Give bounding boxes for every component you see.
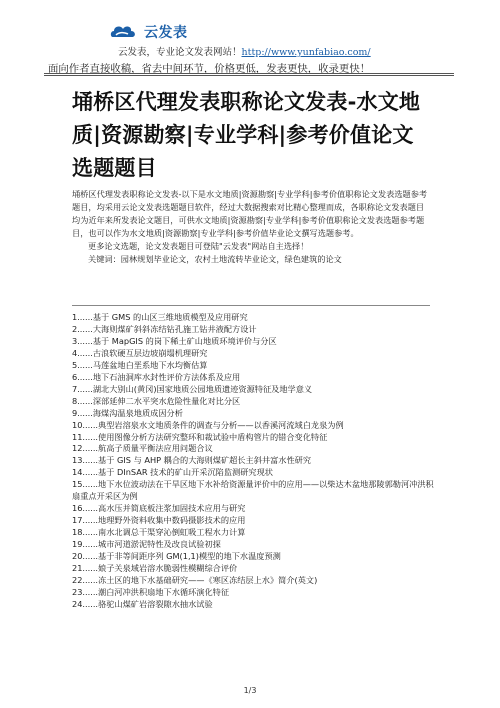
list-item: 12......航高子质量平衡法应用问题合议 bbox=[72, 443, 213, 454]
list-item: 17......地理野外资料收集中数码摄影技术的应用 bbox=[72, 515, 246, 526]
list-item: 15......地下水位波动法在干旱区地下水补给资源量评价中的应用——以柴达木盆地那陵郭勒河冲洪积扇重点开采区为例 bbox=[72, 479, 434, 502]
list-item: 5......马莲盆地白垩系地下水均衡估算 bbox=[72, 359, 208, 370]
list-item: 8......深部延伸二水平突水危险性量化对比分区 bbox=[72, 395, 241, 406]
list-item: 19......城市河道淤泥特性及改良试验初探 bbox=[72, 539, 221, 550]
list-item: 24......骆驼山煤矿岩溶裂隙水抽水试验 bbox=[72, 598, 213, 609]
page-title: 埇桥区代理发表职称论文发表-水文地质|资源勘察|专业学科|参考价值论文选题题目 bbox=[72, 90, 421, 180]
list-item: 11......使用图像分析方法研究整环和裁试验中盾构管片的错合变化特征 bbox=[72, 431, 328, 442]
list-item: 7......湖北大别山(黄冈)国家地质公园地质遗迹资源特征及地学意义 bbox=[72, 383, 313, 394]
list-item: 3......基于 MapGIS 的岗下稀土矿山地质环境评价与分区 bbox=[72, 335, 277, 346]
list-item: 21......娘子关泉域岩溶水脆弱性模糊综合评价 bbox=[72, 563, 238, 574]
list-item: 6......地下石油洞库水封性评价方法体系及应用 bbox=[72, 371, 241, 382]
list-item: 1......基于 GMS 的山区三维地质模型及应用研究 bbox=[72, 312, 248, 322]
list-item: 14......基于 DInSAR 技术的矿山开采沉陷监测研究现状 bbox=[72, 467, 273, 478]
list-item: 2......大海则煤矿斜斜冻结钻孔施工钻井液配方设计 bbox=[72, 323, 257, 334]
slogan: 面向作者直接收稿，省去中间环节，价格更低，发表更快，收录更快！ bbox=[48, 63, 371, 75]
list-item: 20......基于非等间距序列 GM(1,1)模型的地下水温度预测 bbox=[72, 551, 281, 562]
list-item: 22......冻土区的地下水基础研究——《寒区冻结层上水》简介(英文) bbox=[72, 574, 318, 585]
header-rule-thin bbox=[44, 75, 454, 76]
intro-paragraph: 埇桥区代理发表职称论文发表-以下是水文地质|资源勘察|专业学科|参考价值职称论文发表选题参考题目，均采用云论文发表选题题目软件，经过大数据搜索对比精心整理而成，各职称论文发表题目均为近年来所发表论文题目，可供水文地质|资源勘察|专业学科|参考价值职称论文发表选题参考题目，也可以作为水文地质|资源勘察|专业学科|参考价值毕业论文撰写选题参考。 bbox=[72, 189, 428, 238]
site-line bbox=[118, 44, 371, 58]
more-topics-line: 更多论文选题，论文发表题目可登陆"云发表"网站自主选择！ bbox=[88, 241, 309, 251]
list-divider bbox=[72, 305, 430, 306]
intro-section bbox=[72, 188, 430, 266]
list-item: 9......海煤沟温泉地质成因分析 bbox=[72, 407, 183, 418]
list-item: 4......古浪软硬互层边坡崩塌机理研究 bbox=[72, 347, 208, 358]
logo-text: 云发表 bbox=[144, 25, 188, 41]
site-line-prefix: 云发表，专业论文发表网站！ bbox=[118, 47, 242, 58]
site-logo[interactable] bbox=[110, 22, 188, 42]
keywords-line: 关键词：园林规划毕业论文，农村土地流转毕业论文，绿色建筑的论文 bbox=[88, 254, 342, 264]
header-rule bbox=[44, 73, 454, 74]
page-number: 1/3 bbox=[243, 686, 257, 695]
cloud-logo-icon bbox=[110, 22, 138, 42]
topic-list bbox=[72, 312, 434, 611]
list-item: 10......典型岩溶泉水文地质条件的调查与分析——以香溪河流域白龙泉为例 bbox=[72, 419, 344, 430]
list-item: 23......潮白河冲洪积扇地下水循环演化特征 bbox=[72, 586, 230, 597]
site-url-link[interactable]: http://www.yunfabiao.com/ bbox=[241, 47, 371, 58]
list-item: 13......基于 GIS 与 AHP 耦合的大海则煤矿超长主斜井富水性研究 bbox=[72, 455, 312, 466]
list-item: 18......南水北调总干渠穿沁倒虹吸工程水力计算 bbox=[72, 527, 246, 538]
list-item: 16......高水压并简底板注浆加固技术应用与研究 bbox=[72, 503, 246, 514]
